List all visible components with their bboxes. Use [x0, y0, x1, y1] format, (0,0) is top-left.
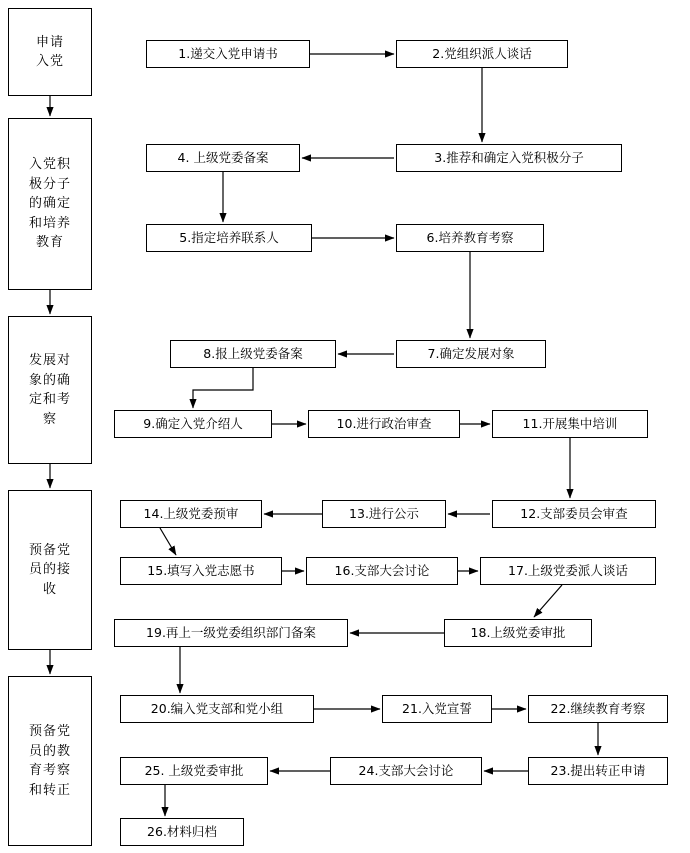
- stage-box-4[interactable]: [8, 490, 92, 650]
- step-box-9[interactable]: [114, 410, 272, 438]
- stage-label-2: 入党积 极分子 的确定 和培养 教育: [28, 157, 71, 251]
- step-box-17[interactable]: [480, 557, 656, 585]
- step-label-25: 25. 上级党委审批: [144, 762, 244, 778]
- stage-box-5[interactable]: [8, 676, 92, 846]
- step-label-4: 4. 上级党委备案: [177, 149, 269, 165]
- stage-label-3: 发展对 象的确 定和考 察: [28, 353, 71, 427]
- step-box-4[interactable]: [146, 144, 300, 172]
- step-box-5[interactable]: [146, 224, 312, 252]
- stage-box-3[interactable]: [8, 316, 92, 464]
- step-box-18[interactable]: [444, 619, 592, 647]
- step-box-11[interactable]: [492, 410, 648, 438]
- step-label-24: 24.支部大会讨论: [358, 762, 454, 778]
- step-label-2: 2.党组织派人谈话: [432, 45, 532, 61]
- step-label-3: 3.推荐和确定入党积极分子: [434, 149, 584, 165]
- step-label-6: 6.培养教育考察: [426, 229, 514, 245]
- step-label-17: 17.上级党委派人谈话: [508, 562, 628, 578]
- step-box-12[interactable]: [492, 500, 656, 528]
- step-box-21[interactable]: [382, 695, 492, 723]
- stage-label-1: 申请 入党: [35, 34, 64, 69]
- step-box-15[interactable]: [120, 557, 282, 585]
- step-label-26: 26.材料归档: [147, 823, 217, 839]
- step-box-16[interactable]: [306, 557, 458, 585]
- step-box-13[interactable]: [322, 500, 446, 528]
- step-label-1: 1.递交入党申请书: [178, 45, 278, 61]
- stage-label-5: 预备党 员的教 育考察 和转正: [28, 724, 71, 798]
- step-label-20: 20.编入党支部和党小组: [150, 700, 284, 716]
- stage-box-2[interactable]: [8, 118, 92, 290]
- step-label-18: 18.上级党委审批: [470, 624, 566, 640]
- step-box-8[interactable]: [170, 340, 336, 368]
- step-label-14: 14.上级党委预审: [143, 505, 239, 521]
- step-box-25[interactable]: [120, 757, 268, 785]
- step-box-24[interactable]: [330, 757, 482, 785]
- step-label-7: 7.确定发展对象: [427, 345, 515, 361]
- step-box-14[interactable]: [120, 500, 262, 528]
- step-box-2[interactable]: [396, 40, 568, 68]
- step-label-9: 9.确定入党介绍人: [143, 415, 243, 431]
- step-label-21: 21.入党宣誓: [402, 700, 472, 716]
- step-box-10[interactable]: [308, 410, 460, 438]
- step-label-8: 8.报上级党委备案: [203, 345, 303, 361]
- step-box-23[interactable]: [528, 757, 668, 785]
- step-label-5: 5.指定培养联系人: [179, 229, 279, 245]
- step-label-16: 16.支部大会讨论: [334, 562, 430, 578]
- stage-box-1[interactable]: [8, 8, 92, 96]
- step-box-19[interactable]: [114, 619, 348, 647]
- step-label-11: 11.开展集中培训: [522, 415, 618, 431]
- step-box-1[interactable]: [146, 40, 310, 68]
- stage-label-4: 预备党 员的接 收: [28, 542, 71, 597]
- step-label-19: 19.再上一级党委组织部门备案: [146, 624, 316, 640]
- step-box-22[interactable]: [528, 695, 668, 723]
- step-label-22: 22.继续教育考察: [550, 700, 646, 716]
- step-label-13: 13.进行公示: [349, 505, 419, 521]
- step-label-15: 15.填写入党志愿书: [147, 562, 255, 578]
- step-label-12: 12.支部委员会审查: [520, 505, 628, 521]
- step-box-20[interactable]: [120, 695, 314, 723]
- step-box-3[interactable]: [396, 144, 622, 172]
- step-box-26[interactable]: [120, 818, 244, 846]
- step-label-23: 23.提出转正申请: [550, 762, 646, 778]
- step-box-7[interactable]: [396, 340, 546, 368]
- step-box-6[interactable]: [396, 224, 544, 252]
- step-label-10: 10.进行政治审查: [336, 415, 432, 431]
